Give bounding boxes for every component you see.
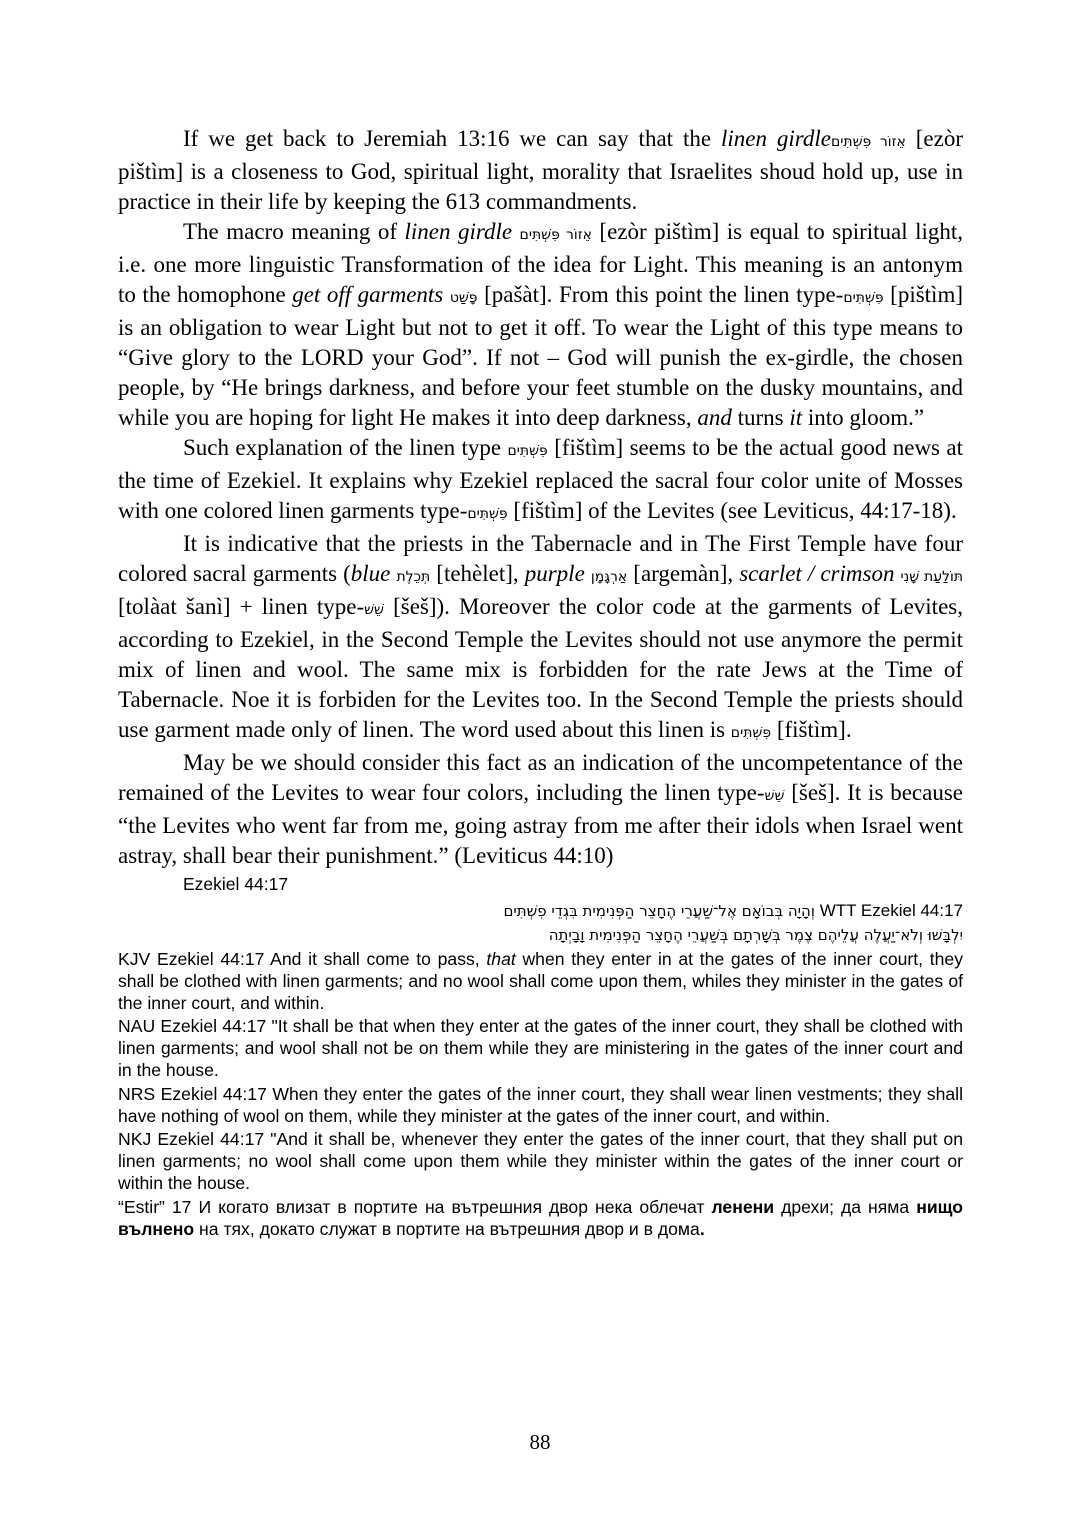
text: дрехи; да няма [774,1196,917,1217]
italic-term: linen girdle [404,219,513,244]
hebrew-term: אֵזוֹר פִּשְׁתִּים [519,227,592,243]
bold-term: ленени [711,1196,775,1217]
wtt-hebrew-text: וְהָיָה בְּבוֹאָם אֶל־שַׁעֲרֵי הֶחָצֵר הַפְּנִימִית בִּגְדֵי פִשְׁתִּים [503,902,815,920]
page-number: 88 [529,1430,551,1454]
ezekiel-reference-label: Ezekiel 44:17 [183,874,289,894]
text: [šeš]). Moreover the color code at the garments of Levites, according to Ezekiel, in the Second Temple the Levites should not use anymore the permit mix of linen and wool. The same mix is forbidden for the rate Jews at the Time of Tabernacle. Noe it is forbiden for the Levites too. In the Second Temple the priests should use garment made only of linen. The word used about this linen is [118,594,963,742]
hebrew-term: פִּשְׁתִּים [730,725,772,741]
bold-term: нищо вълнено [118,1196,963,1239]
paragraph-2 [118,217,963,433]
bold-term: . [699,1218,705,1239]
hebrew-term: פִּשְׁתִּים [507,443,548,459]
page-body [118,124,963,1240]
text: turns [731,405,790,430]
text: [pašàt]. From this point the linen type- [477,282,844,307]
hebrew-term: תְּכֵלֶת [396,569,431,585]
hebrew-term: אַרְגָּמָן [590,569,628,585]
text: [pištìm] is an obligation to wear Light but not to get it off. To wear the Light of this type means to “Give glory to the LORD your God”. If not – God will punish the ex-girdle, the chosen people, by “He brings darkness, and before your feet stumble on the dusky mountains, and while you are hoping for light He makes it into deep darkness, [118,282,963,430]
wtt-hebrew-verse [118,899,963,947]
wtt-reference: WTT Ezekiel 44:17 [819,901,963,920]
hebrew-term: פִּשְׁתִּים [467,506,508,522]
nau-verse: NAU Ezekiel 44:17 "It shall be that when they enter at the gates of the inner court, they shall be clothed with linen garments; and wool shall not be on them while they are ministering in the gates of the inner court and in the house. [118,1016,963,1080]
text: If we get back to Jeremiah 13:16 we can say that the [183,126,721,151]
text: Such explanation of the linen type [183,435,508,460]
text: “Estir” 17 И когато влизат в портите на вътрешния двор нека облечат [118,1196,712,1217]
italic-term: get off garments [292,282,444,307]
text: It is indicative that the priests in the Tabernacle and in The First Temple have four colored sacral garments ( [118,531,963,586]
text: [fištìm]. [771,717,852,742]
hebrew-term: אֵזוֹר פִּשְׁתִּים [831,134,906,150]
italic-term: scarlet / crimson [739,561,895,586]
wtt-line-1 [118,899,963,923]
text: [šeš]. It is because “the Levites who went far from me, going astray from me after their idols when Israel went astray, shall bear their punishment.” (Leviticus 44:10) [118,780,963,868]
text: [fištìm] of the Levites (see Leviticus, 44:17-18). [507,498,957,523]
text: [argemàn], [627,561,740,586]
italic-term: and [697,405,732,430]
text: [fištìm] seems to be the actual good news at the time of Ezekiel. It explains why Ezekiel replaced the sacral four color unite of Mosses with one colored linen garments type- [118,435,963,523]
italic-term: that [486,949,516,969]
text: [tehèlet], [430,561,525,586]
text: The macro meaning of [183,219,405,244]
hebrew-term: פִּשְׁתִּים [843,290,884,306]
paragraph-5 [118,748,963,871]
estir-verse [118,1197,963,1241]
hebrew-term: תּוֹלַעַת שָׁנִי [900,569,964,585]
hebrew-term: שֵׁשׁ [764,788,785,804]
text: KJV Ezekiel 44:17 And it shall come to pass, [118,949,487,969]
kjv-verse [118,949,963,1014]
paragraph-4 [118,529,963,748]
paragraph-3 [118,433,963,529]
italic-term: purple [524,561,585,586]
italic-term: blue [350,561,391,586]
hebrew-term: שֵׁשׁ [364,602,384,618]
italic-term: linen girdle [721,126,831,151]
italic-term: it [789,405,803,430]
text: [ezòr pištìm] is a closeness to God, spiritual light, morality that Israelites shoud hold up, use in practice in their life by keeping the 613 commandments. [118,126,963,214]
paragraph-1 [118,124,963,217]
text: into gloom.” [802,405,925,430]
text: на тях, докато служат в портите на вътрешния двор и в дома [194,1218,700,1239]
text: [ezòr pištìm] is equal to spiritual light, i.e. one more linguistic Transformation of the idea for Light. This meaning is an antonym to the homophone [118,219,964,307]
hebrew-term: פָּשַׁט [449,290,478,306]
text: when they enter in at the gates of the inner court, they shall be clothed with linen garments; and no wool shall come upon them, whiles they minister in the gates of the inner court, and within. [118,949,963,1013]
nrs-verse: NRS Ezekiel 44:17 When they enter the gates of the inner court, they shall wear linen vestments; they shall have nothing of wool on them, while they minister at the gates of the inner court, and within. [118,1083,963,1126]
nkj-verse: NKJ Ezekiel 44:17 "And it shall be, whenever they enter the gates of the inner court, that they shall put on linen garments; no wool shall come upon them while they minister within the gates of the inner court or within the house. [118,1129,963,1193]
text: May be we should consider this fact as an indication of the uncompetentance of the remained of the Levites to wear four colors, including the linen type- [118,750,963,805]
wtt-line-2: יִלְבָּשׁוּ וְלֹא־יַעֲלֶה עֲלֵיהֶם צֶמֶר בְּשָׁרְתָם בְּשַׁעֲרֵי הֶחָצֵר הַפְּנִימִית וָבָיְתָה [548,926,963,944]
text: [tolàat šanì] + linen type- [118,594,365,619]
